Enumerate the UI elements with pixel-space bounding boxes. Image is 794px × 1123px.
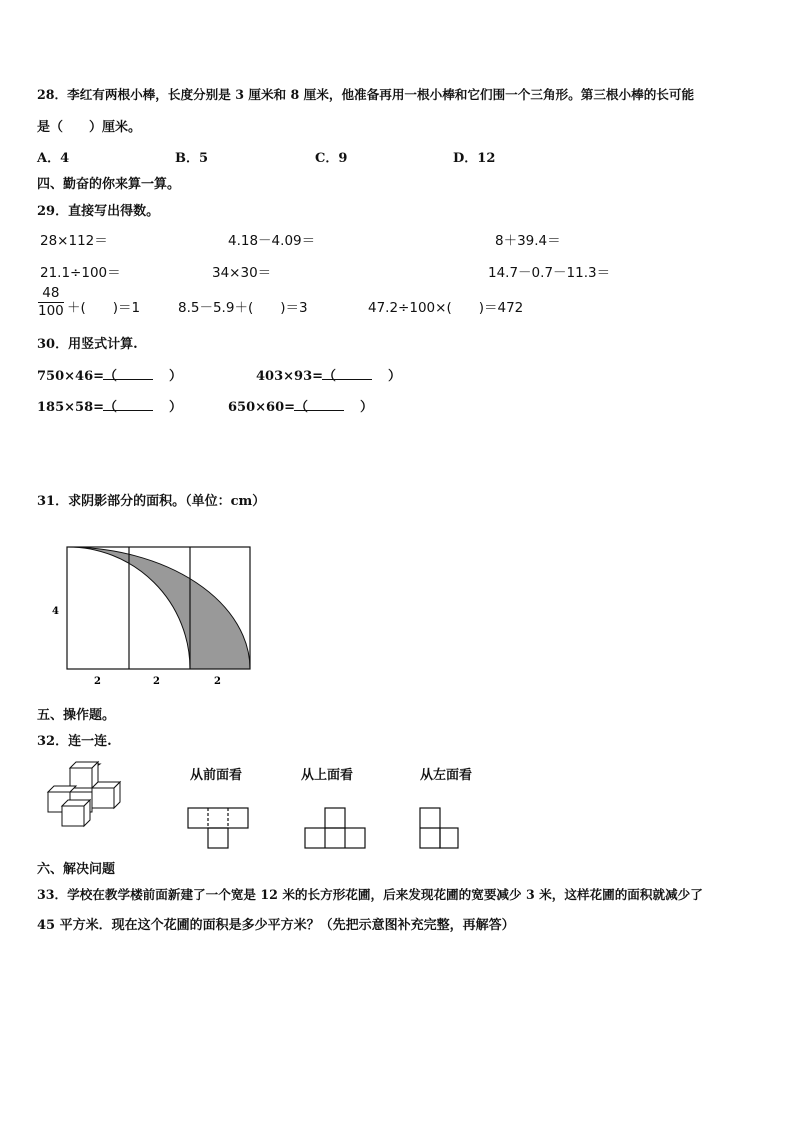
- view-label-front: 从前面看: [190, 768, 243, 783]
- q28-option-b[interactable]: B．5: [175, 151, 209, 166]
- q29-expr-1: 28×112＝: [40, 233, 108, 249]
- label-width-3: 2: [214, 676, 221, 687]
- q28-option-c[interactable]: C．9: [315, 151, 348, 166]
- q29-fraction: [38, 285, 64, 320]
- front-view-shape[interactable]: [186, 800, 256, 850]
- q29-expr-9[interactable]: 47.2÷100×( )＝472: [368, 300, 524, 316]
- q29-expr-8[interactable]: 8.5－5.9＋( )＝3: [178, 300, 308, 316]
- left-view-shape[interactable]: [418, 800, 468, 850]
- q30-item-4[interactable]: 650×60=（ ）: [228, 400, 374, 415]
- q30-title: 30．用竖式计算.: [37, 337, 138, 352]
- section-5-heading: 五、操作题。: [37, 708, 116, 723]
- q28-option-a[interactable]: A．4: [37, 151, 70, 166]
- label-width-2: 2: [153, 676, 160, 687]
- q29-title: 29．直接写出得数。: [37, 204, 160, 219]
- q29-expr-3: 8＋39.4＝: [495, 233, 561, 249]
- q30-item-1[interactable]: 750×46=（ ）: [37, 369, 183, 384]
- view-label-top: 从上面看: [301, 768, 354, 783]
- q30-blank-4: [294, 410, 344, 411]
- q28-text-line1: 28．李红有两根小棒，长度分别是 3 厘米和 8 厘米，他准备再用一根小棒和它们围一个三角形。第三根小棒的长可能: [37, 87, 695, 102]
- view-label-left: 从左面看: [420, 768, 473, 783]
- q32-cube-stack-figure: [40, 760, 140, 832]
- q31-shaded-area-figure: [40, 538, 270, 688]
- q29-expr-6: 14.7－0.7－11.3＝: [488, 265, 611, 281]
- fraction-numerator: 48: [38, 285, 64, 303]
- q30-item-2[interactable]: 403×93=（ ）: [256, 369, 402, 384]
- q31-title: 31．求阴影部分的面积。（单位：cm）: [37, 494, 266, 509]
- q30-item-3[interactable]: 185×58=（ ）: [37, 400, 183, 415]
- q30-blank-2: [322, 379, 372, 380]
- section-6-heading: 六、解决问题: [37, 862, 116, 877]
- fraction-denominator: 100: [38, 303, 64, 319]
- q30-blank-3: [103, 410, 153, 411]
- q33-text-line2: 45 平方米．现在这个花圃的面积是多少平方米？（先把示意图补充完整，再解答）: [37, 918, 515, 933]
- q33-text-line1: 33．学校在教学楼前面新建了一个宽是 12 米的长方形花圃，后来发现花圃的宽要减少 3 米，这样花圃的面积就减少了: [37, 887, 703, 902]
- q29-expr-2: 4.18－4.09＝: [228, 233, 316, 249]
- q28-option-d[interactable]: D．12: [453, 151, 496, 166]
- q29-expr-5: 34×30＝: [212, 265, 272, 281]
- q32-title: 32．连一连.: [37, 734, 112, 749]
- label-height: 4: [52, 606, 59, 617]
- q29-expr-4: 21.1÷100＝: [40, 265, 121, 281]
- q28-text-line2: 是（ ）厘米。: [37, 120, 142, 135]
- q30-blank-1: [103, 379, 153, 380]
- section-4-heading: 四、勤奋的你来算一算。: [37, 177, 181, 192]
- top-view-shape[interactable]: [303, 800, 373, 850]
- shaded-region: [67, 547, 250, 669]
- q29-expr-7[interactable]: ＋( )＝1: [67, 300, 141, 316]
- label-width-1: 2: [94, 676, 101, 687]
